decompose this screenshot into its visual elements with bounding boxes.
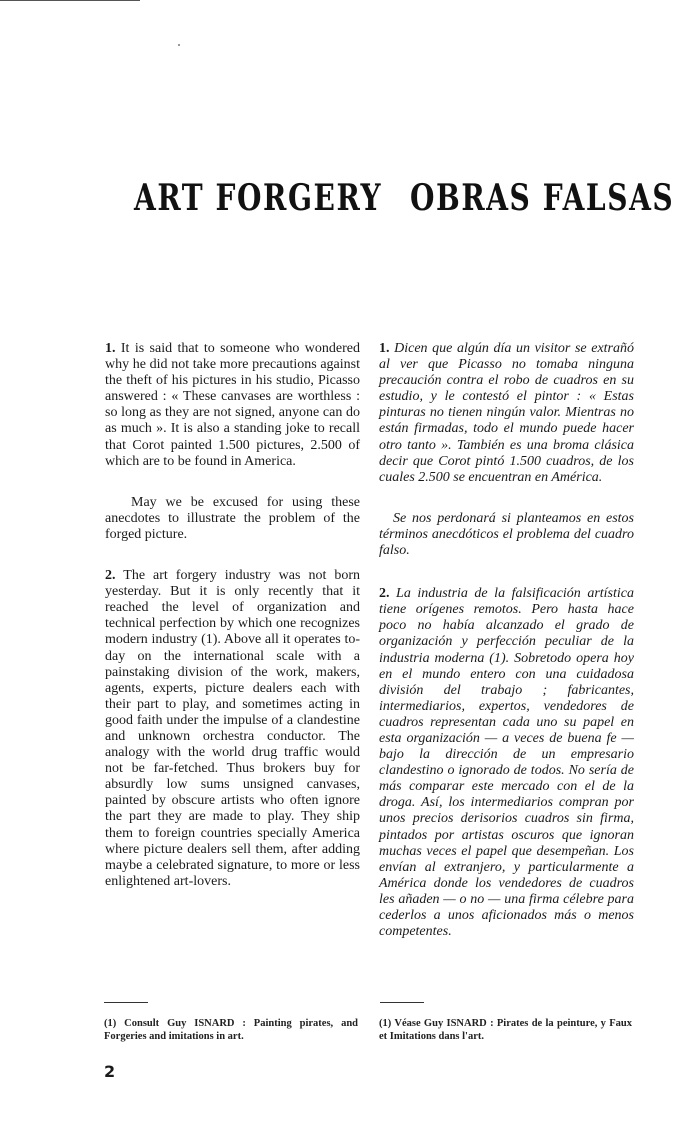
paragraph-text: La industria de la falsificación artística tiene orígenes remotos. Pero hasta hace poco no había alcanzado el grado de organización y perfección peculiar de la industria moderna (1). Sobretodo opera hoy en el mundo entero con una cuidadosa división del trabajo ; fabricantes, intermediarios, expertos, vendedores de cuadros representan cada uno su papel en esta organización — a veces de buena fe — bajo la dirección de un empresario clandestino o ignorado de todos. No sería de más comparar este mercado con el de la droga. Así, los intermediarios compran por unos precios derisorios cuadros sin firma, pintados por artistas oscuros que ignoran muchas veces el papel que desempeñan. Los envían al extranjero, y particularmente a América donde los vendedores de cuadros les añaden — o no — una firma célebre para cederlos a unos aficionados más o menos competentes. [379, 586, 634, 940]
footnote-rule-english [104, 1002, 148, 1003]
title-english: ART FORGERY [134, 177, 383, 219]
paragraph-number: 1. [379, 341, 390, 356]
spanish-column [379, 341, 634, 940]
paragraph-number: 1. [105, 341, 116, 356]
english-paragraph-1 [105, 341, 360, 470]
page-number: 2 [104, 1062, 116, 1081]
english-paragraph-3 [105, 568, 360, 890]
top-rule [0, 0, 140, 1]
spanish-paragraph-3 [379, 586, 634, 940]
paragraph-text: Dicen que algún día un visitor se extrañó al ver que Picasso no tomaba ninguna precaución contra el robo de cuadros en su estudio, y le contestó el pintor : « Estas pinturas no tienen ningún valor. Mientras no están firmadas, todo el mundo puede hacer otro tanto ». También es una broma clásica decir que Corot pintó 1.500 cuadros, de los cuales 2.500 se encuentran en América. [379, 341, 634, 485]
footnote-spanish: (1) Véase Guy ISNARD : Pirates de la peinture, y Faux et Imitations dans l'art. [379, 1018, 632, 1042]
spanish-paragraph-1 [379, 341, 634, 486]
english-column [105, 341, 360, 890]
footnote-english: (1) Consult Guy ISNARD : Painting pirates, and Forgeries and imitations in art. [104, 1018, 358, 1042]
footnote-rule-spanish [380, 1002, 424, 1003]
spanish-paragraph-2: Se nos perdonará si planteamos en estos términos anecdóticos el problema del cuadro falso. [379, 510, 634, 559]
paragraph-number: 2. [379, 586, 390, 602]
paragraph-text: The art forgery industry was not born yesterday. But it is only recently that it reached the level of organization and technical perfection by which one recognizes modern industry (1). Above all it operates to-day on the international scale with a painstaking division of the work, makers, agents, experts, picture dealers each with their part to play, and sometimes acting in good faith under the impulse of a clandestine and unknown orchestra conductor. The analogy with the world drug traffic would not be far-fetched. Thus brokers buy for absurdly low sums unsigned canvases, painted by obscure artists who often ignore the part they are made to play. They ship them to foreign countries specially America where picture dealers sell them, after adding maybe a celebrated signature, to more or less enlightened art-lovers. [105, 568, 360, 889]
paper-speck [178, 44, 180, 46]
paragraph-number: 2. [105, 568, 116, 584]
title-spanish: OBRAS FALSAS [410, 177, 675, 219]
english-paragraph-2: May we be excused for using these anecdotes to illustrate the problem of the forged picture. [105, 494, 360, 542]
paragraph-text: It is said that to someone who wondered why he did not take more precautions against the theft of his pictures in his studio, Picasso answered : « These canvases are worthless : so long as they are not signed, anyone can do as much ». It is also a standing joke to recall that Corot painted 1.500 pictures, 2.500 of which are to be found in America. [105, 341, 360, 469]
